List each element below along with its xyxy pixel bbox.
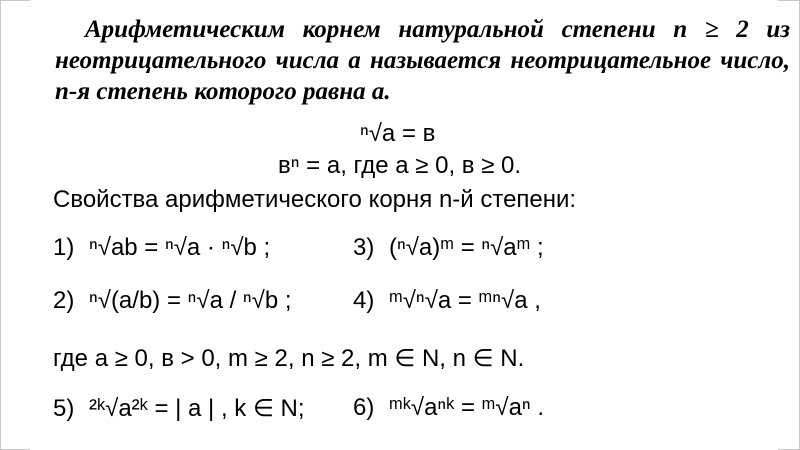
property-4: 4) ᵐ√ⁿ√a = ᵐⁿ√a , bbox=[353, 287, 541, 314]
conditions: где a ≥ 0, в > 0, m ≥ 2, n ≥ 2, m ∈ N, n ∈ N. bbox=[53, 345, 525, 372]
property-6: 6) ᵐᵏ√aⁿᵏ = ᵐ√aⁿ . bbox=[353, 394, 545, 421]
property-5: 5) ²ᵏ√a²ᵏ = | a | , k ∈ N; bbox=[53, 395, 305, 422]
properties-title: Свойства арифметического корня n-й степени: bbox=[53, 186, 577, 213]
slide-content bbox=[30, 0, 790, 450]
root-definition: ⁿ√a = в bbox=[360, 120, 436, 147]
definition-text: Арифметическим корнем натуральной степени n ≥ 2 из неотрицательного числа a называется неотрицательное число, n-я степень которого равна a. bbox=[55, 16, 790, 105]
property-2: 2) ⁿ√(a/b) = ⁿ√a / ⁿ√b ; bbox=[53, 287, 292, 314]
power-definition: вⁿ = a, где a ≥ 0, в ≥ 0. bbox=[278, 152, 522, 179]
property-1: 1) ⁿ√ab = ⁿ√a · ⁿ√b ; bbox=[53, 234, 271, 261]
property-3: 3) (ⁿ√a)ᵐ = ⁿ√aᵐ ; bbox=[353, 234, 544, 261]
